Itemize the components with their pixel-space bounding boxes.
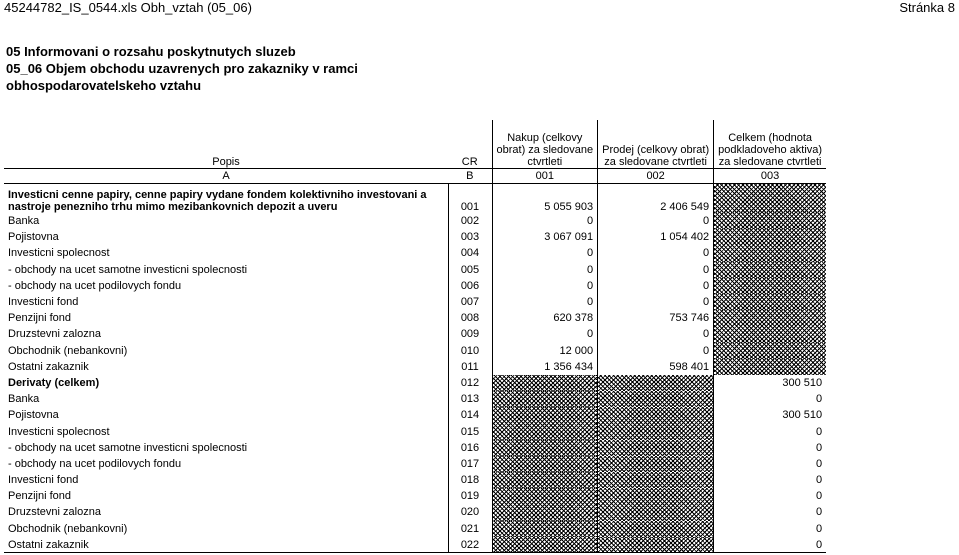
row-cr: 018 [448, 472, 492, 488]
cell-nakup: 1 356 434 [492, 359, 598, 375]
row-cr: 002 [448, 213, 492, 229]
shaded-cell [598, 504, 714, 520]
cell-nakup: 3 067 091 [492, 229, 598, 245]
cell-prodej: 0 [598, 262, 714, 278]
cell-prodej: 2 406 549 [598, 183, 714, 213]
cell-prodej: 0 [598, 278, 714, 294]
shaded-cell [598, 423, 714, 439]
row-cr: 001 [448, 183, 492, 213]
shaded-cell [598, 407, 714, 423]
row-label: Obchodnik (nebankovni) [8, 344, 128, 357]
row-cr: 009 [448, 326, 492, 342]
cell-celkem: 0 [714, 456, 826, 472]
row-label: Banka [8, 215, 40, 228]
data-table [4, 120, 826, 553]
row-cr: 012 [448, 375, 492, 391]
row-cr: 019 [448, 488, 492, 504]
column-headers [4, 120, 826, 168]
shaded-cell [492, 504, 598, 520]
header-cr: CR [461, 155, 478, 168]
cell-celkem: 0 [714, 391, 826, 407]
cell-nakup: 620 378 [492, 310, 598, 326]
row-cr: 011 [448, 359, 492, 375]
cell-celkem: 0 [714, 440, 826, 456]
row-label: Penzijni fond [8, 312, 71, 325]
shaded-cell [714, 294, 826, 310]
header-nakup [492, 120, 598, 168]
shaded-cell [492, 537, 598, 553]
cell-celkem: 0 [714, 472, 826, 488]
shaded-cell [492, 456, 598, 472]
cell-nakup: 0 [492, 262, 598, 278]
row-cr: 008 [448, 310, 492, 326]
table-row [4, 294, 826, 310]
table-row [4, 183, 826, 213]
row-label: Pojistovna [8, 409, 59, 422]
header-celkem-l1: Celkem (hodnota [728, 131, 812, 144]
shaded-cell [714, 245, 826, 261]
table-row [4, 521, 826, 537]
table-row [4, 391, 826, 407]
cell-nakup: 5 055 903 [492, 183, 598, 213]
table-row [4, 488, 826, 504]
header-prodej [598, 120, 714, 168]
header-prodej-l2: za sledovane ctvrtleti [604, 155, 707, 168]
table-row [4, 407, 826, 423]
shaded-cell [714, 183, 826, 213]
table-row [4, 213, 826, 229]
shaded-cell [598, 391, 714, 407]
shaded-cell [714, 343, 826, 359]
header-celkem-l3: za sledovane ctvrtleti [718, 155, 822, 168]
cell-nakup: 0 [492, 278, 598, 294]
row-label: Investicni spolecnost [8, 425, 110, 438]
code-b: B [448, 168, 492, 183]
table-row [4, 343, 826, 359]
shaded-cell [714, 326, 826, 342]
shaded-cell [492, 521, 598, 537]
cell-nakup: 0 [492, 213, 598, 229]
shaded-cell [598, 472, 714, 488]
row-label: - obchody na ucet samotne investicni spolecnosti [8, 441, 248, 454]
cell-nakup: 0 [492, 326, 598, 342]
header-celkem-l2: podkladoveho aktiva) [718, 143, 823, 156]
cell-celkem: 300 510 [714, 375, 826, 391]
header-celkem [714, 120, 826, 168]
shaded-cell [492, 440, 598, 456]
shaded-cell [492, 423, 598, 439]
file-name: 45244782_IS_0544.xls Obh_vztah (05_06) [4, 0, 252, 15]
shaded-cell [714, 213, 826, 229]
row-cr: 007 [448, 294, 492, 310]
table-row [4, 326, 826, 342]
report-title-line1: 05 Informovani o rozsahu poskytnutych sluzeb [6, 44, 296, 59]
shaded-cell [598, 488, 714, 504]
page-number: Stránka 8 [899, 0, 955, 15]
shaded-cell [598, 375, 714, 391]
page-header [4, 0, 955, 18]
row-cr: 003 [448, 229, 492, 245]
row-cr: 021 [448, 521, 492, 537]
cell-nakup: 12 000 [492, 343, 598, 359]
cell-prodej: 0 [598, 343, 714, 359]
row-cr: 010 [448, 343, 492, 359]
row-label: Penzijni fond [8, 490, 71, 503]
row-label: Druzstevni zalozna [8, 506, 101, 519]
shaded-cell [714, 359, 826, 375]
row-label: Investicni fond [8, 296, 79, 309]
row-label: Investicni spolecnost [8, 247, 110, 260]
column-codes [4, 168, 826, 183]
row-label: Ostatni zakaznik [8, 360, 89, 373]
shaded-cell [492, 407, 598, 423]
cell-celkem: 0 [714, 521, 826, 537]
shaded-cell [598, 456, 714, 472]
table-row [4, 375, 826, 391]
shaded-cell [492, 472, 598, 488]
row-label: - obchody na ucet podilovych fondu [8, 457, 182, 470]
table-row [4, 423, 826, 439]
header-nakup-l2: obrat) za sledovane [496, 143, 594, 156]
table-row [4, 245, 826, 261]
cell-prodej: 1 054 402 [598, 229, 714, 245]
row-label: Banka [8, 393, 40, 406]
row-label: - obchody na ucet samotne investicni spolecnosti [8, 263, 248, 276]
table-row [4, 472, 826, 488]
header-nakup-l3: ctvrtleti [527, 155, 563, 168]
row-cr: 006 [448, 278, 492, 294]
row-label: Pojistovna [8, 231, 59, 244]
row-label: Obchodnik (nebankovni) [8, 522, 128, 535]
shaded-cell [598, 440, 714, 456]
table-row [4, 278, 826, 294]
cell-nakup: 0 [492, 245, 598, 261]
report-title-line2: 05_06 Objem obchodu uzavrenych pro zakazniky v ramci [6, 61, 358, 76]
header-prodej-l1: Prodej (celkovy obrat) [602, 143, 710, 156]
cell-prodej: 0 [598, 245, 714, 261]
shaded-cell [598, 537, 714, 553]
cell-celkem: 0 [714, 488, 826, 504]
cell-prodej: 753 746 [598, 310, 714, 326]
row-cr: 017 [448, 456, 492, 472]
row-cr: 004 [448, 245, 492, 261]
row-label: Druzstevni zalozna [8, 328, 101, 341]
cell-prodej: 598 401 [598, 359, 714, 375]
shaded-cell [598, 521, 714, 537]
cell-celkem: 0 [714, 504, 826, 520]
header-popis: Popis [212, 155, 240, 168]
row-cr: 022 [448, 537, 492, 553]
shaded-cell [714, 278, 826, 294]
shaded-cell [492, 375, 598, 391]
row-label: Derivaty (celkem) [8, 376, 100, 389]
table-row [4, 456, 826, 472]
report-title-line3: obhospodarovatelskeho vztahu [6, 78, 202, 93]
cell-prodej: 0 [598, 294, 714, 310]
shaded-cell [492, 488, 598, 504]
row-label: Ostatni zakaznik [4, 537, 448, 553]
table-row [4, 504, 826, 520]
row-cr: 020 [448, 504, 492, 520]
header-nakup-l1: Nakup (celkovy [507, 131, 583, 144]
shaded-cell [492, 391, 598, 407]
shaded-cell [714, 262, 826, 278]
row-cr: 016 [448, 440, 492, 456]
cell-nakup: 0 [492, 294, 598, 310]
code-001: 001 [492, 168, 598, 183]
row-label: Investicni fond [8, 474, 79, 487]
row-cr: 014 [448, 407, 492, 423]
row-cr: 005 [448, 262, 492, 278]
table-row [4, 262, 826, 278]
table-row [4, 440, 826, 456]
cell-celkem: 0 [714, 423, 826, 439]
cell-celkem: 0 [714, 537, 826, 553]
code-003: 003 [714, 168, 826, 183]
row-label: - obchody na ucet podilovych fondu [8, 279, 182, 292]
row-label: Investicni cenne papiry, cenne papiry vydane fondem kolektivniho investovani a nastroje penezniho trhu mimo mezibankovnich depozit a uveru [8, 189, 427, 213]
shaded-cell [714, 229, 826, 245]
row-cr: 015 [448, 423, 492, 439]
code-002: 002 [598, 168, 714, 183]
cell-prodej: 0 [598, 213, 714, 229]
row-cr: 013 [448, 391, 492, 407]
cell-celkem: 300 510 [714, 407, 826, 423]
table-row [4, 359, 826, 375]
table-row [4, 310, 826, 326]
table-row [4, 229, 826, 245]
cell-prodej: 0 [598, 326, 714, 342]
shaded-cell [714, 310, 826, 326]
code-a: A [4, 168, 448, 183]
table-row [4, 537, 826, 553]
